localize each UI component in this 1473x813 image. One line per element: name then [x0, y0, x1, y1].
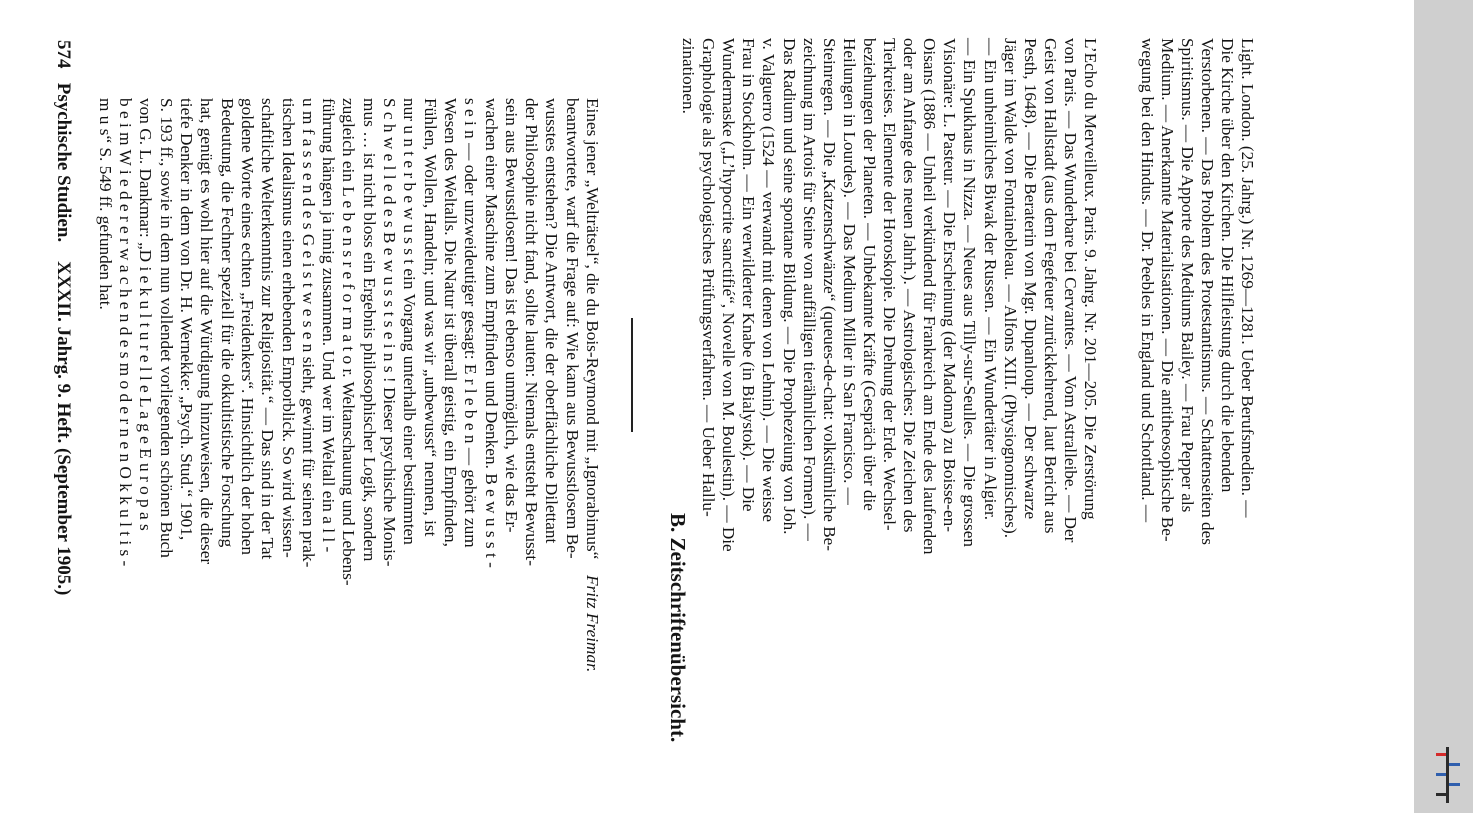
text-line: von Paris. — Das Wunderbare bei Cervantes. — Vom Astralleibe. — Der — [1060, 38, 1080, 543]
paragraph-light — [1137, 38, 1257, 545]
text-line: wegung bei den Hindus. — Dr. Peebles in England und Schottland. — — [1138, 38, 1157, 523]
text-line: mus … ist nicht bloss ein Ergebnis philosophischer Logik, sondern — [359, 98, 379, 562]
text-line: goldene Worte eines echten „Freidenkers“. Hinsichtlich der hohen — [237, 98, 257, 556]
text-line: wachen einer Maschine zum Empfinden und Denken. B e w u s s t - — [481, 98, 501, 568]
text-line: Visionäre: L. Pasteur. — Die Erscheinung (der Madonna) zu Boisse-en- — [940, 38, 960, 532]
text-line: Das Radium und seine spontane Bildung. — Die Prophezeiung von Joh. — [779, 38, 799, 535]
text-line: — Ein Spukhaus in Nizza. — Neues aus Tilly-sur-Seulles. — Die grossen — [960, 38, 980, 548]
text-line: von G. L. Dankmar: „D i e k u l t u r e l l e L a g e E u r o p a s — [136, 98, 156, 531]
text-line: zinationen. — [679, 38, 699, 114]
text-line: Spiritismus. — Die Apporte des Mediums Bailey. — Frau Pepper als — [1178, 38, 1197, 513]
text-line: m u s“ S. 549 ff. gefunden hat. — [95, 98, 115, 310]
text-line: zugleich ein L e b e n s r e f o r m a t o r. Weltanschauung und Lebens- — [339, 98, 359, 586]
text-line: Light. London. (25. Jahrg.) Nr. 1269—1281. Ueber Berufsmedien. — — [1238, 38, 1257, 518]
text-line: tiefe Denker in dem von Dr. H. Wernekke: „Psych. Stud.“ 1901, — [177, 98, 197, 541]
text-line: Oisans (1886 — Unheil verkündend für Frankreich am Ende des laufenden — [920, 38, 940, 555]
text-line: Heilungen in Lourdes). — Das Medium Miller in San Francisco. — — [839, 38, 859, 505]
text-line: sein aus Bewusstlosem! Das ist ebenso unmöglich, wie das Er- — [501, 98, 521, 533]
text-line: der Philosophie nicht fand, sollte lauten: Niemals entsteht Bewusst- — [522, 98, 542, 566]
text-line: nur u n t e r b e w u s s t ein Vorgang unterhalb einer bestimmten — [400, 98, 420, 545]
text-line: Eines jener „Welträtsel“, die du Bois-Reymond mit „Ignorabimus“ — [583, 98, 602, 560]
text-line: Geist von Hallstadt (aus dem Fegefeuer zurückkehrend, laut Bericht aus — [1040, 38, 1060, 534]
text-line: beziehungen der Planeten. — Unbekannte Kräfte (Gespräch über die — [859, 38, 879, 511]
text-line: Steinregen. — Die „Katzenschwänze“ (queues-de-chat: volkstümliche Be- — [819, 38, 839, 552]
text-line: Wundermaske („L’hypocrite sanctifié“, Novelle von M. Boulestin). — Die — [719, 38, 739, 552]
text-line: S. 193 ff., sowie in dem nun vollendet vorliegenden schönen Buch — [156, 98, 176, 558]
university-library-logo-icon — [1432, 747, 1462, 803]
paragraph-fechner — [95, 98, 602, 586]
paragraph-echo-du-merveilleux — [678, 38, 1100, 554]
page-number: 574 — [53, 40, 74, 69]
text-line: Bedeutung, die Fechner speziell für die okkultistische Forschung — [217, 98, 237, 548]
text-line: hat, genügt es wohl hier auf die Würdigung hinzuweisen, die dieser — [197, 98, 217, 565]
text-line: Verstorbenen. — Das Problem des Protestantismus. — Schattenseiten des — [1198, 38, 1217, 545]
text-line: Wesen des Weltalls. Die Natur ist überall geistig, ein Empfinden, — [440, 98, 460, 547]
text-line: — Ein unheimliches Biwak der Russen. — Ein Wundertäter in Algier. — [980, 38, 1000, 521]
text-line: Tierkreises. Elemente der Horoskopie. Die Drehung der Erde. Wechsel- — [880, 38, 900, 531]
text-line: b e i m W i e d e r e r w a c h e n d e s m o d e r n e n O k k u l t i s - — [116, 98, 136, 567]
text-line: Medium. — Anerkannte Materialisationen. — Die antitheosophische Be- — [1158, 38, 1177, 542]
text-line: zeichnung im Artois für Steine von auffälligen tierähnlichen Formen). — — [799, 38, 819, 541]
running-header — [51, 40, 75, 595]
text-line: beantwortete, warf die Frage auf: Wie kann aus Bewusstlosem Be- — [562, 98, 582, 559]
text-line: Pesth, 1648). — Die Beraterin von Mgr. Dupanloup. — Der schwarze — [1020, 38, 1040, 520]
signature: Fritz Freimar. — [583, 575, 602, 673]
text-line: schaftliche Welterkenntnis zur Religiosität.“ — Das sind in der Tat — [258, 98, 278, 560]
section-divider — [631, 318, 633, 432]
library-sidebar — [1414, 0, 1473, 813]
text-line: Frau in Stockholm. — Ein verwilderter Knabe (in Bialystok). — Die — [739, 38, 759, 512]
text-line: Fühlen, Wollen, Handeln; und was wir „unbewusst“ nennen, ist — [420, 98, 440, 537]
text-line: oder am Anfange des neuen Jahrh.). — Astrologisches: Die Zeichen des — [900, 38, 920, 533]
text-line: s e i n — oder unzweideutiger gesagt: E r l e b e n — gehört zum — [461, 98, 481, 548]
text-line: Graphologie als psychologisches Prüfungsverfahren. — Ueber Hallu- — [699, 38, 719, 517]
text-line: v. Valguerro (1524 — verwandt mit denen von Lehnin). — Die weisse — [759, 38, 779, 523]
text-line: führung hängen ja innig zusammen. Und wer im Weltall ein a l l - — [319, 98, 339, 553]
text-line: tischen Idealismus einen erhebenden Emporblick. So wird wissen- — [278, 98, 298, 558]
text-line: Jäger im Walde von Fontainebleau. — Alfons XIII. (Physiognomisches). — [1000, 38, 1020, 538]
journal-title: Psychische Studien. — [53, 82, 74, 243]
text-line: wusstes entstehen? Die Antwort, die der oberflächliche Dilettant — [542, 98, 562, 544]
text-line: Die Kirche über den Kirchen. Die Hilfleistung durch die lebenden — [1218, 38, 1237, 493]
section-heading: B. Zeitschriftenübersicht. — [666, 513, 690, 743]
text-line: S c h w e l l e d e s B e w u s s t s e i n s ! Dieser psychische Monis- — [380, 98, 400, 567]
text-line: L’Echo du Merveilleux. Paris. 9. Jahrg. Nr. 201—205. Die Zerstörung — [1081, 38, 1100, 520]
text-line: u m f a s s e n d e s G e i s t w e s e n sieht, gewinnt für seinen prak- — [298, 98, 318, 568]
issue-info: XXXII. Jahrg. 9. Heft. (September 1905.) — [53, 261, 74, 596]
